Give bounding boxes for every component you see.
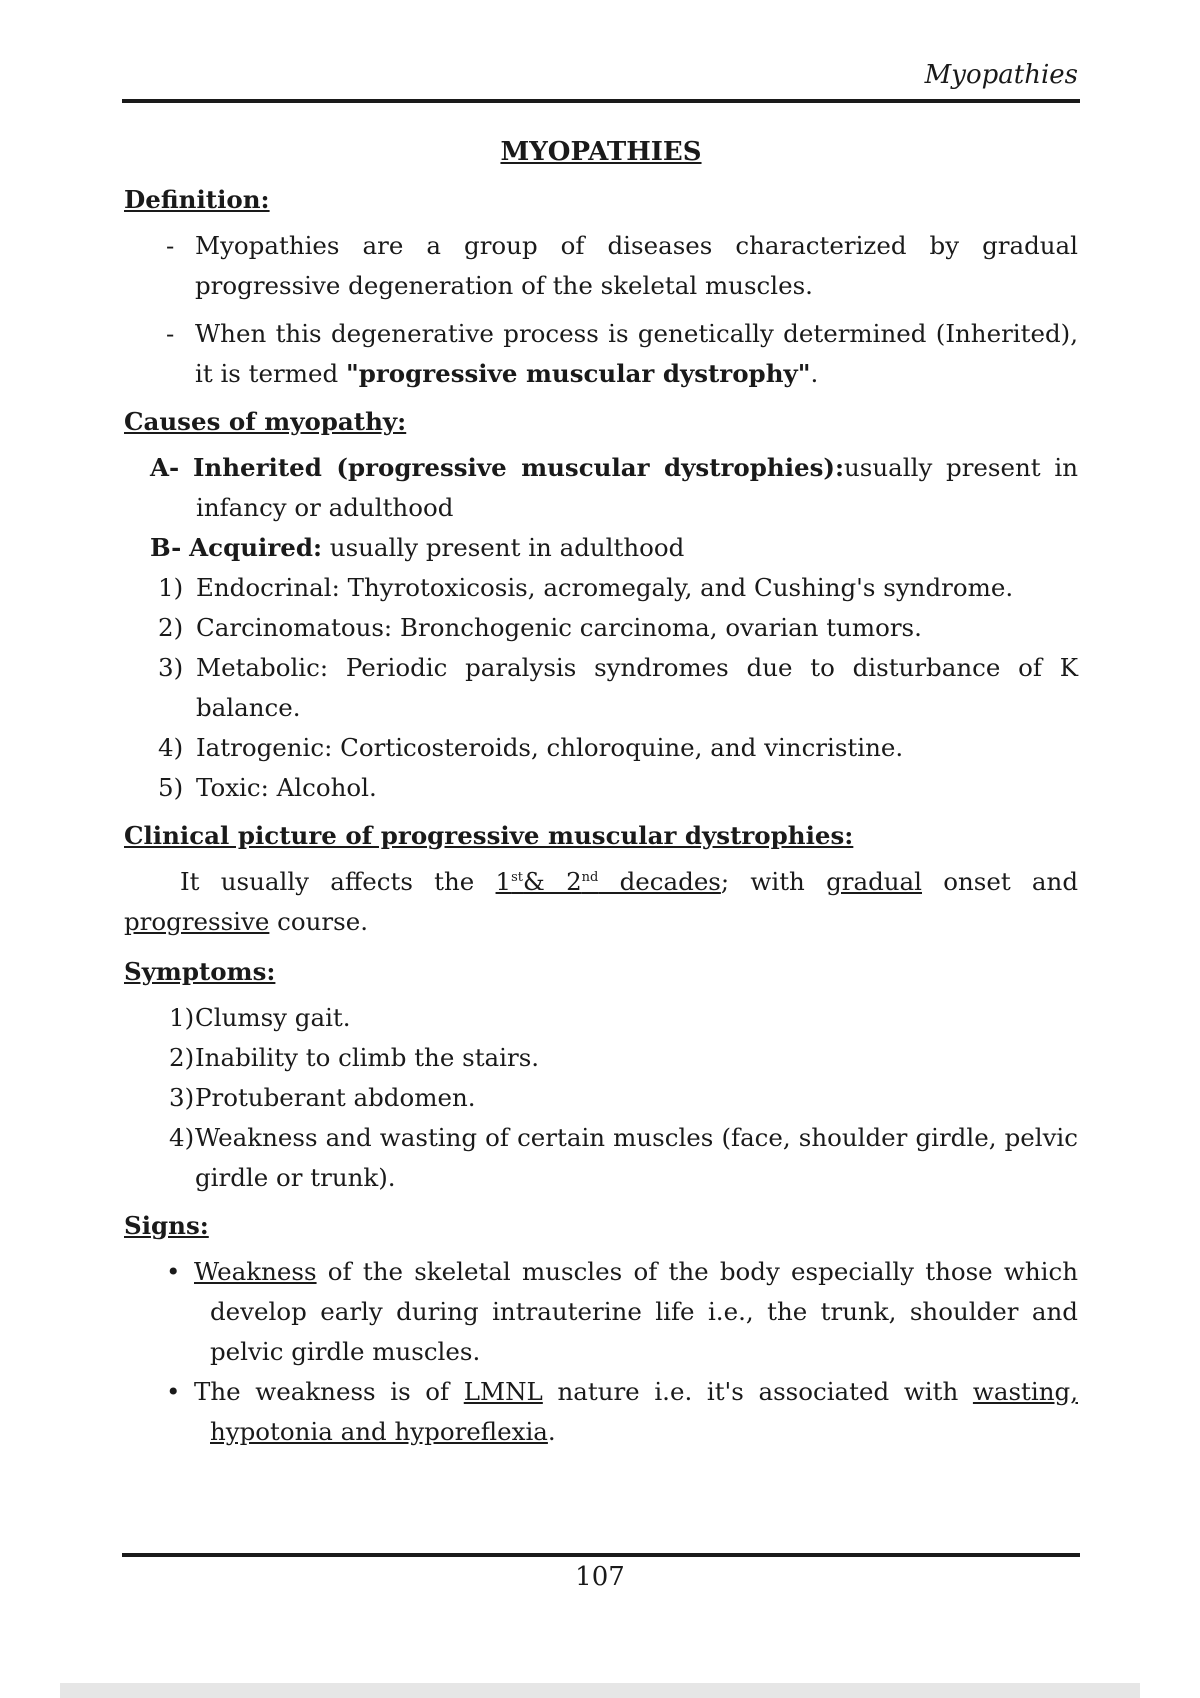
page-content [124,128,1078,1452]
underlined-term: wasting, hypotonia and hyporeflexia [210,1377,1078,1446]
list-item-text: Clumsy gait. [195,1003,351,1032]
list-item [124,998,1078,1038]
underlined-term: LMNL [463,1377,543,1406]
causes-heading: Causes of myopathy: [124,407,407,436]
number-marker: 2) [169,1043,195,1072]
list-item [124,1038,1078,1078]
superscript: nd [581,869,599,885]
definition-heading: Definition: [124,185,270,214]
list-item-text: Inability to climb the stairs. [195,1043,540,1072]
alpha-marker: B- [150,533,182,562]
bullet-marker: • [166,1377,181,1406]
number-marker: 1) [158,573,184,602]
text-run: course. [269,907,368,936]
number-marker: 3) [169,1083,195,1112]
definition-item [124,226,1078,306]
list-item [124,728,1078,768]
number-marker: 4) [158,733,184,762]
text-run: decades [598,867,721,896]
bold-term: "progressive muscular dystrophy" [345,359,811,388]
list-item [124,608,1078,648]
number-marker: 5) [158,773,184,802]
underlined-term: Weakness [194,1257,317,1286]
footer-rule [122,1553,1080,1557]
bold-term: Inherited (progressive muscular dystrophies): [192,453,845,482]
clinical-heading: Clinical picture of progressive muscular dystrophies: [124,821,854,850]
cause-text: usually present in adulthood [322,533,685,562]
list-item-text: Iatrogenic: Corticosteroids, chloroquine, and vincristine. [196,733,904,762]
list-item [124,568,1078,608]
viewer-bottom-band [60,1683,1140,1698]
text-run: ; with [720,867,827,896]
number-marker: 4) [169,1123,195,1152]
dash-marker: - [166,231,175,260]
number-marker: 2) [158,613,184,642]
text-run: onset and [922,867,1079,896]
symptoms-heading: Symptoms: [124,957,276,986]
list-item [124,768,1078,808]
decades-underlined [496,867,721,896]
list-item-text: Weakness and wasting of certain muscles (face, shoulder girdle, pelvic girdle or trunk). [195,1123,1078,1192]
text-run: The weakness is of [194,1377,464,1406]
cause-text: usually present in infancy or adulthood [196,453,1078,522]
list-item-text: Protuberant abdomen. [195,1083,476,1112]
dash-marker: - [166,319,175,348]
text-run: & 2 [523,867,582,896]
list-item [124,1078,1078,1118]
list-item-text: Endocrinal: Thyrotoxicosis, acromegaly, and Cushing's syndrome. [196,573,1014,602]
list-item-text: Carcinomatous: Bronchogenic carcinoma, ovarian tumors. [196,613,922,642]
sign-item [124,1372,1078,1452]
list-item [124,648,1078,728]
superscript: st [511,869,524,885]
text-run: It usually affects the [180,867,496,896]
text-run: 1 [495,867,512,896]
underlined-term: progressive [124,907,270,936]
definition-text: When this degenerative process is genetically determined (Inherited), it is termed [195,319,1078,388]
list-item-text: Metabolic: Periodic paralysis syndromes due to disturbance of K balance. [196,653,1078,722]
text-run: . [547,1417,556,1446]
cause-category-acquired [124,528,1078,568]
signs-heading: Signs: [124,1211,209,1240]
number-marker: 1) [169,1003,195,1032]
page-number: 107 [575,1562,625,1592]
clinical-paragraph [124,862,1078,942]
running-header: Myopathies [924,60,1078,90]
text-run: of the skeletal muscles of the body especially those which develop early during intrauterine life i.e., the trunk, shoulder and pelvic girdle muscles. [210,1257,1078,1366]
list-item-text: Toxic: Alcohol. [196,773,377,802]
definition-text: Myopathies are a group of diseases characterized by gradual progressive degeneration of the skeletal muscles. [195,231,1078,300]
underlined-term: gradual [826,867,922,896]
cause-category-inherited [124,448,1078,528]
page-title: MYOPATHIES [500,137,702,167]
definition-item [124,314,1078,394]
header-rule [122,99,1080,103]
bullet-marker: • [166,1257,181,1286]
sign-item [124,1252,1078,1372]
list-item [124,1118,1078,1198]
punctuation: . [810,359,819,388]
bold-term: Acquired: [189,533,322,562]
number-marker: 3) [158,653,184,682]
alpha-marker: A- [150,453,180,482]
text-run: nature i.e. it's associated with [542,1377,973,1406]
